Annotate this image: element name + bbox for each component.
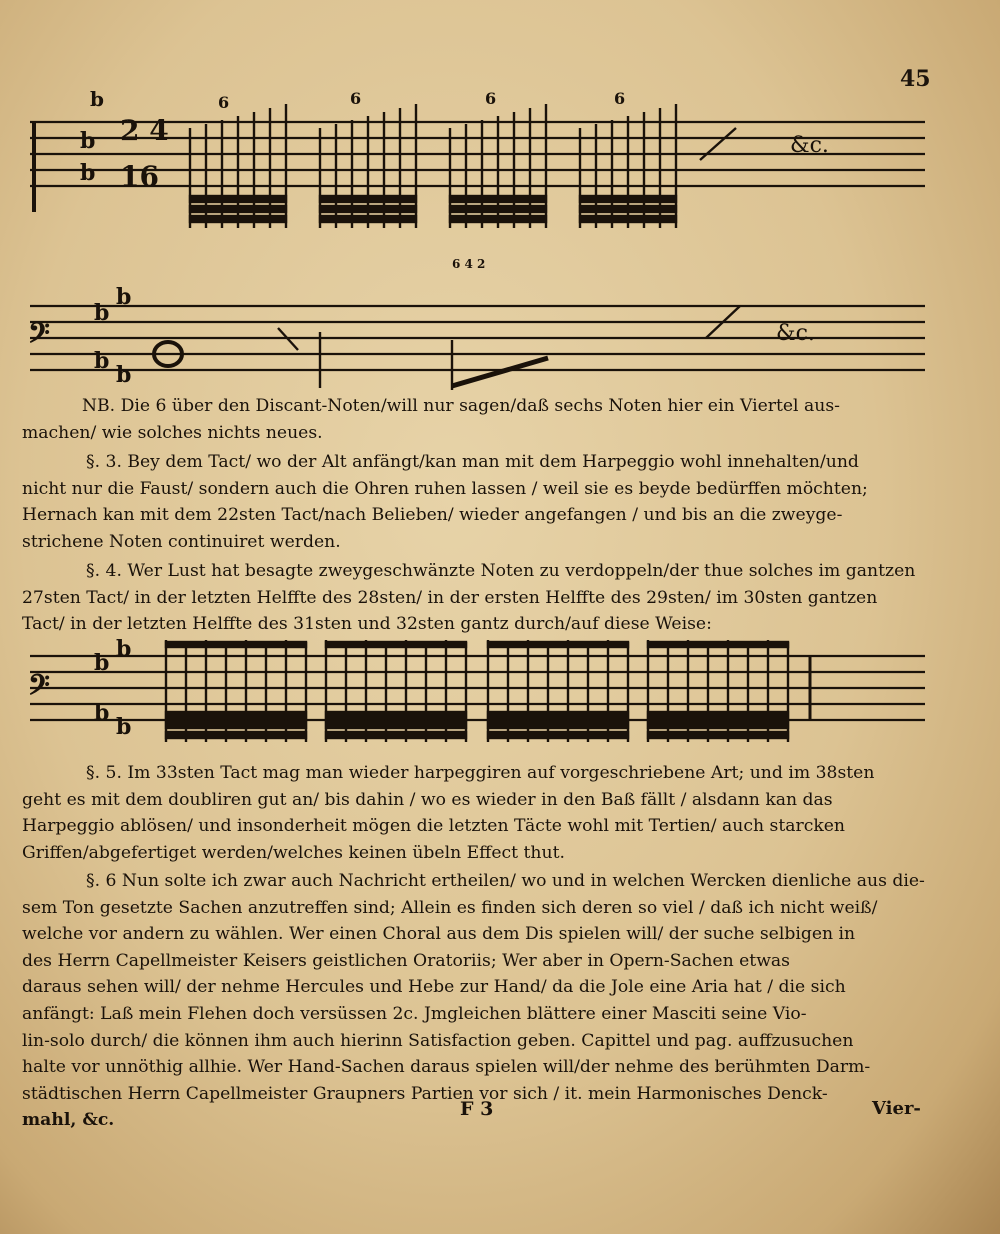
music-example-2 [20, 258, 940, 393]
svg-text:b: b [116, 714, 132, 740]
section-5-paragraph: §. 5. Im 33sten Tact mag man wieder harpeggiren auf vorgeschriebene Art; und im 38sten geht es mit dem doubliren gut an/ bis dahin / wo es wieder in den Baß fällt / alsdann kan das Harpeggio ablösen/ und insonderheit mögen die letzten Täcte wohl mit Tertien/ auch starcken Griffen/abgefertiget werden/welches keinen übeln Effect thut. [22, 763, 875, 863]
svg-text:b: b [80, 128, 96, 154]
svg-text:b: b [116, 636, 132, 662]
signature-mark: F 3 [460, 1098, 494, 1120]
svg-text:b: b [116, 362, 132, 388]
section-3-paragraph: §. 3. Bey dem Tact/ wo der Alt anfängt/kan man mit dem Harpeggio wohl innehalten/und nicht nur die Faust/ sondern auch die Ohren ruhen lassen / weil sie es beyde bedürffen möchten; Hernach kan mit dem 22sten Tact/nach Belieben/ wieder angefangen / und bis an die zweyge- strichene Noten continuiret werden. [22, 452, 868, 552]
music-staff-2-svg [20, 258, 940, 393]
svg-text:b: b [94, 300, 110, 326]
figure-6: 6 [218, 93, 230, 112]
bass-clef: 𝄢 [28, 317, 50, 357]
section-6-paragraph: §. 6 Nun solte ich zwar auch Nachricht ertheilen/ wo und in welchen Wercken dienliche aus die- sem Ton gesetzte Sachen anzutreffen sind; Allein es finden sich deren so viel / daß ich nicht weiß/ welche vor andern zu wählen. Wer einen Choral aus dem Dis spielen will/ der suche selbigen in des Herrn Capellmeister Keisers geistlichen Oratoriis; Wer aber in Opern-Sachen etwas daraus sehen will/ der nehme Hercules und Hebe zur Hand/ da die Jole eine Aria hat / die sich anfängt: Laß mein Flehen doch versüssen 2c. Jmgleichen blättere einer Masciti seine Vio- lin-solo durch/ die können ihm auch hierinn Satisfaction geben. Capittel und pag. auffzusuchen halte vor unnöthig allhie. Wer Hand-Sachen daraus spielen will/der nehme des berühmten Darm- städtischen Herrn Capellmeister Graupners Partien vor sich / it. mein Harmonisches Denck- mahl, &c. [22, 871, 925, 1131]
section-4-paragraph: §. 4. Wer Lust hat besagte zweygeschwänzte Noten zu verdoppeln/der thue solches im gantzen 27sten Tact/ in der letzten Helffte des 28sten/ in der ersten Helffte des 29sten/ im 30sten gantzen Tact/ in der letzten Helffte des 31sten und 32sten gantz durch/auf diese Weise: [22, 561, 916, 635]
catchword: Vier- [872, 1098, 921, 1119]
music-example-3 [20, 630, 940, 755]
time-signature-top: 2 4 [120, 114, 169, 147]
svg-text:b: b [80, 160, 96, 186]
nb-paragraph: NB. Die 6 über den Discant-Noten/will nur sagen/daß sechs Noten hier ein Viertel aus- machen/ wie solches nichts neues. [22, 396, 840, 443]
figure-6: 6 [350, 89, 362, 108]
music-staff-1-svg [20, 88, 940, 258]
svg-text:b: b [116, 284, 132, 310]
svg-text:b: b [94, 650, 110, 676]
etc-mark: &c. [790, 133, 829, 158]
svg-text:b: b [94, 348, 110, 374]
time-signature-bottom: 16 [120, 160, 159, 193]
bass-clef: 𝄢 [28, 669, 50, 709]
music-example-1 [20, 88, 940, 258]
svg-text:b: b [90, 88, 104, 111]
figure-6: 6 [614, 89, 626, 108]
figure-6: 6 [485, 89, 497, 108]
svg-text:b: b [94, 700, 110, 726]
note-groups-2 [154, 306, 740, 390]
page-number: 45 [900, 66, 931, 92]
music-staff-3-svg [20, 630, 940, 755]
etc-mark: &c. [776, 321, 815, 346]
figured-bass: 6 4 2 [452, 258, 486, 271]
